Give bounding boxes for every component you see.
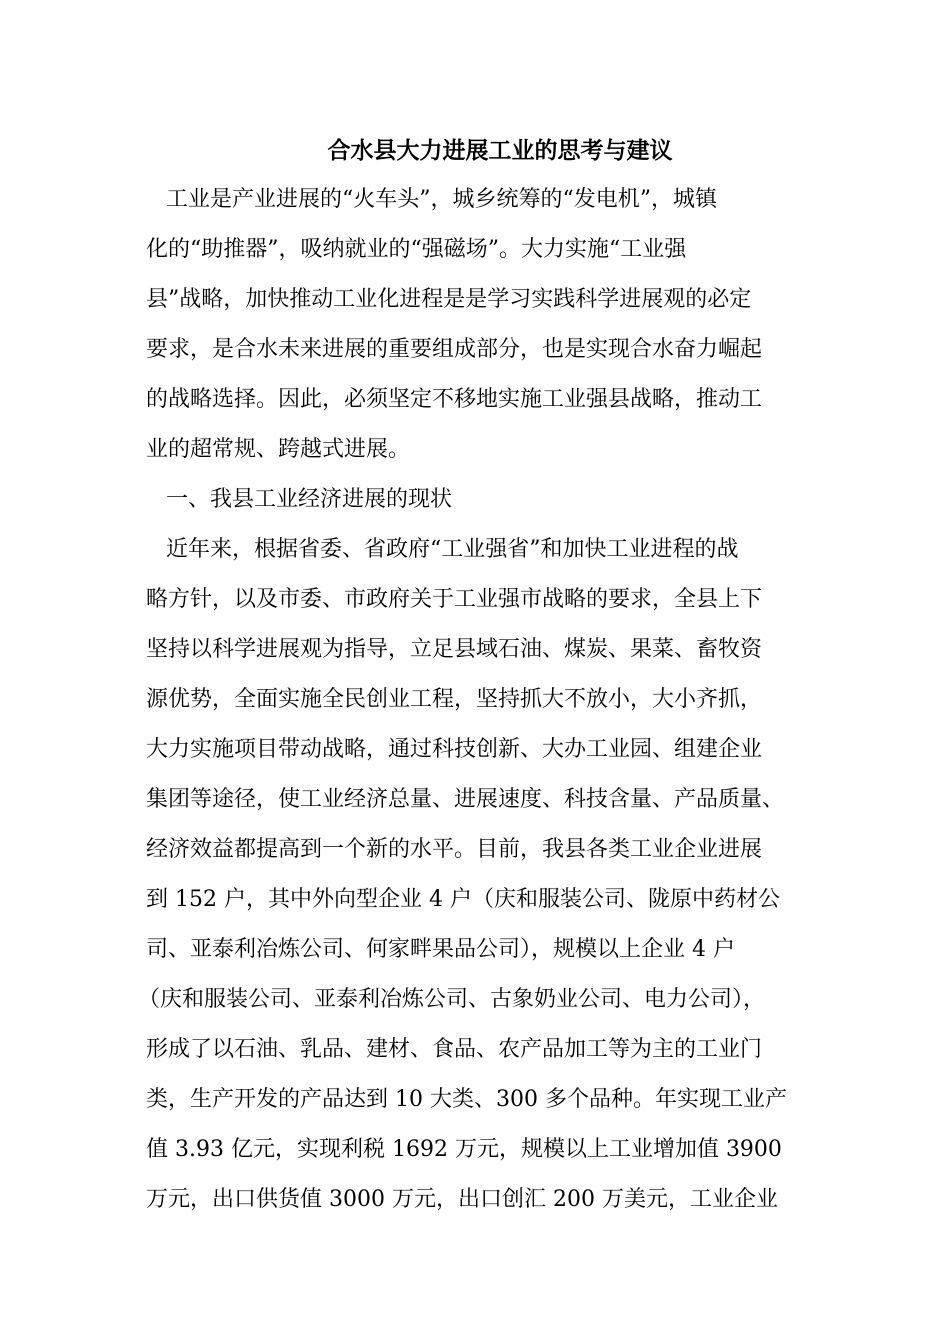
body-line: 值 3.93 亿元，实现利税 1692 万元，规模以上工业增加值 3900 <box>146 1137 782 1162</box>
body-line: 司、亚泰利冶炼公司、何家畔果品公司），规模以上企业 4 户 <box>146 937 735 962</box>
body-line: 集团等途径，使工业经济总量、进展速度、科技含量、产品质量、 <box>146 787 785 812</box>
body-line: 的战略选择。因此，必须坚定不移地实施工业强县战略，推动工 <box>146 387 763 412</box>
body-line: 要求，是合水未来进展的重要组成部分，也是实现合水奋力崛起 <box>146 337 763 362</box>
document-title: 合水县大力进展工业的思考与建议 <box>327 137 673 164</box>
section-heading: 一、我县工业经济进展的现状 <box>166 487 453 512</box>
body-line: 万元，出口供货值 3000 万元，出口创汇 200 万美元，工业企业 <box>146 1187 778 1212</box>
body-line: 工业是产业进展的“火车头”，城乡统筹的“发电机”，城镇 <box>166 187 717 212</box>
body-line: 经济效益都提高到一个新的水平。目前，我县各类工业企业进展 <box>146 837 763 862</box>
body-line: 类，生产开发的产品达到 10 大类、300 多个品种。年实现工业产 <box>146 1087 787 1112</box>
body-line: 到 152 户，其中外向型企业 4 户（庆和服装公司、陇原中药材公 <box>146 887 780 912</box>
body-line: （庆和服装公司、亚泰利冶炼公司、古象奶业公司、电力公司）， <box>138 987 766 1012</box>
body-line: 化的“助推器”，吸纳就业的“强磁场”。大力实施“工业强 <box>146 237 687 262</box>
body-line: 近年来，根据省委、省政府“工业强省”和加快工业进程的战 <box>166 537 739 562</box>
body-line: 大力实施项目带动战略，通过科技创新、大办工业园、组建企业 <box>146 737 763 762</box>
body-line: 源优势，全面实施全民创业工程，坚持抓大不放小，大小齐抓， <box>146 687 763 712</box>
body-line: 业的超常规、跨越式进展。 <box>146 437 411 462</box>
body-line: 坚持以科学进展观为指导，立足县域石油、煤炭、果菜、畜牧资 <box>146 637 763 662</box>
body-line: 县”战略，加快推动工业化进程是是学习实践科学进展观的必定 <box>146 287 752 312</box>
body-line: 略方针，以及市委、市政府关于工业强市战略的要求，全县上下 <box>146 587 763 612</box>
body-line: 形成了以石油、乳品、建材、食品、农产品加工等为主的工业门 <box>146 1037 763 1062</box>
